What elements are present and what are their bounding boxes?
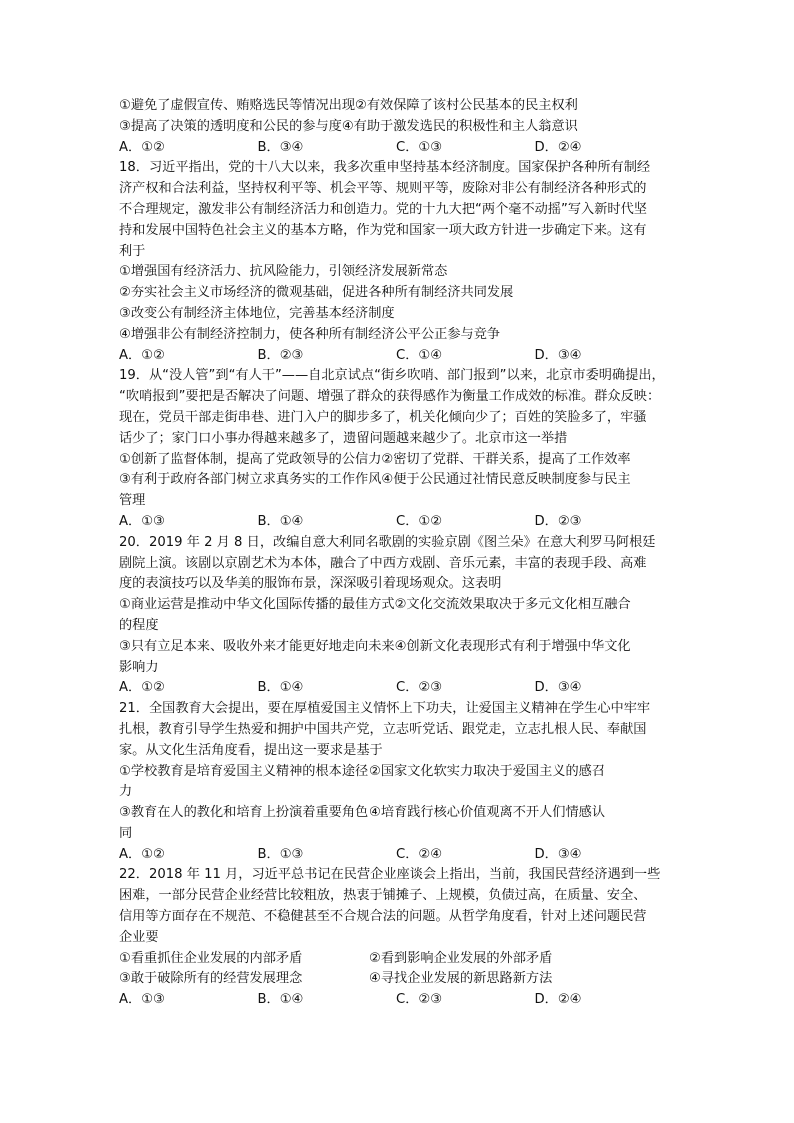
option-a: A．①② <box>119 846 165 862</box>
option-d: D．②④ <box>534 139 582 155</box>
answer-options <box>119 678 679 699</box>
question-22 <box>119 865 679 1011</box>
option-b: B．①④ <box>257 680 304 696</box>
question-21 <box>119 699 679 865</box>
option-d: D．②③ <box>534 513 582 529</box>
question-stem-line: 18．习近平指出，党的十八大以来，我多次重申坚持基本经济制度。国家保护各种所有制经 <box>119 160 651 176</box>
question-stem-line: 话少了；家门口小事办得越来越多了，遗留问题越来越少了。北京市这一举措 <box>119 430 568 446</box>
option-d: D．②④ <box>534 992 582 1008</box>
answer-options <box>119 845 679 866</box>
option-b: B．③④ <box>257 139 304 155</box>
question-stem-line: 济产权和合法利益，坚持权利平等、机会平等、规则平等，废除对非公有制经济各种形式的 <box>119 181 647 197</box>
option-c: C．①② <box>396 513 443 529</box>
choice-row <box>119 949 679 970</box>
option-c: C．①③ <box>396 139 443 155</box>
option-a: A．①③ <box>119 992 165 1008</box>
question-stem-line: 22．2018 年 11 月，习近平总书记在民营企业座谈会上指出，当前，我国民营经济遇到一些 <box>119 867 661 883</box>
question-stem-line: 困难，一部分民营企业经营比较粗放，热衷于铺摊子、上规模，负债过高，在质量、安全、 <box>119 888 647 904</box>
answer-options <box>119 138 679 159</box>
choice-row <box>119 762 679 783</box>
choice-1: ①学校教育是培育爱国主义精神的根本途径 <box>119 763 369 779</box>
option-a: A．①③ <box>119 513 165 529</box>
answer-options <box>119 346 679 367</box>
question-stem-line: 企业要 <box>119 929 159 945</box>
question-20 <box>119 533 679 699</box>
choice-1: ①看重抓住企业发展的内部矛盾 <box>119 950 303 966</box>
choice-line: 的程度 <box>119 617 159 633</box>
option-d: D．③④ <box>534 846 582 862</box>
question-stem-line: 持和发展中国特色社会主义的基本方略，作为党和国家一项大政方针进一步确定下来。这有 <box>119 222 647 238</box>
option-c: C．②④ <box>396 846 443 862</box>
choice-line: ③提高了决策的透明度和公民的参与度④有助于激发选民的积极性和主人翁意识 <box>119 118 578 134</box>
question-19 <box>119 366 679 532</box>
choice-line: ①商业运营是推动中华文化国际传播的最佳方式②文化交流效果取决于多元文化相互融合 <box>119 597 631 613</box>
choice-4: ④培育践行核心价值观离不开人们情感认 <box>369 805 606 821</box>
answer-options <box>119 512 679 533</box>
choice-3: ③教育在人的教化和培育上扮演着重要角色 <box>119 805 369 821</box>
choice-2: ②国家文化软实力取决于爱国主义的感召 <box>369 763 606 779</box>
choice-2-continued: 力 <box>119 784 133 800</box>
option-b: B．①③ <box>257 846 304 862</box>
choice-4: ④寻找企业发展的新思路新方法 <box>369 971 553 987</box>
choice-2: ②看到影响企业发展的外部矛盾 <box>369 950 553 966</box>
choice-line: ①创新了监督体制，提高了党政领导的公信力②密切了党群、干群关系，提高了工作效率 <box>119 451 631 467</box>
question-stem-line: 现在，党员干部走街串巷、进门入户的脚步多了，机关化倾向少了；百姓的笑脸多了，牢骚 <box>119 409 647 425</box>
choice-line: ③改变公有制经济主体地位，完善基本经济制度 <box>119 305 395 321</box>
option-a: A．①② <box>119 680 165 696</box>
choice-row <box>119 803 679 824</box>
choice-line: 管理 <box>119 493 146 509</box>
question-stem-line: 扎根，教育引导学生热爱和拥护中国共产党，立志听党话、跟党走，立志扎根人民、奉献国 <box>119 721 647 737</box>
choice-line: ①避免了虚假宣传、贿赂选民等情况出现②有效保障了该村公民基本的民主权利 <box>119 98 578 113</box>
question-stem-line: 20．2019 年 2 月 8 日，改编自意大利同名歌剧的实验京剧《图兰朵》在意大利罗马阿根廷 <box>119 534 656 550</box>
question-stem-line: 剧院上演。该剧以京剧艺术为本体，融合了中西方戏剧、音乐元素，丰富的表现手段、高难 <box>119 555 647 571</box>
option-c: C．②③ <box>396 992 443 1008</box>
choice-line: ①增强国有经济活力、抗风险能力，引领经济发展新常态 <box>119 264 448 280</box>
choice-line: ④增强非公有制经济控制力，使各种所有制经济公平公正参与竞争 <box>119 326 501 342</box>
option-b: B．①④ <box>257 992 304 1008</box>
choice-line: 影响力 <box>119 659 159 675</box>
answer-options <box>119 990 679 1011</box>
question-stem-line: 家。从文化生活角度看，提出这一要求是基于 <box>119 742 383 758</box>
question-stem-line: 利于 <box>119 243 146 259</box>
choice-line: ③有利于政府各部门树立求真务实的工作作风④便于公民通过社情民意反映制度参与民主 <box>119 472 631 488</box>
choice-row <box>119 824 679 845</box>
exam-page <box>119 96 679 1011</box>
question-18 <box>119 158 679 366</box>
question-stem-line: 信用等方面存在不规范、不稳健甚至不合规合法的问题。从哲学角度看，针对上述问题民营 <box>119 909 647 925</box>
question-stem-line: 19．从“没人管”到“有人干”——自北京试点“街乡吹哨、部门报到”以来，北京市委明确提出， <box>119 368 665 384</box>
choice-row <box>119 782 679 803</box>
choice-4-continued: 同 <box>119 825 133 841</box>
option-c: C．①④ <box>396 347 443 363</box>
choice-line: ②夯实社会主义市场经济的微观基础，促进各种所有制经济共同发展 <box>119 285 514 301</box>
option-a: A．①② <box>119 139 165 155</box>
option-b: B．②③ <box>257 347 304 363</box>
question-stem-line: “吹哨报到”要把是否解决了问题、增强了群众的获得感作为衡量工作成效的标准。群众反映： <box>119 389 661 405</box>
option-d: D．③④ <box>534 680 582 696</box>
option-b: B．①④ <box>257 513 304 529</box>
option-d: D．③④ <box>534 347 582 363</box>
question-stem-line: 21．全国教育大会提出，要在厚植爱国主义情怀上下功夫，让爱国主义精神在学生心中牢牢 <box>119 701 651 717</box>
option-a: A．①② <box>119 347 165 363</box>
option-c: C．②③ <box>396 680 443 696</box>
choice-line: ③只有立足本来、吸收外来才能更好地走向未来④创新文化表现形式有利于增强中华文化 <box>119 638 631 654</box>
question-17-tail <box>119 96 679 158</box>
choice-row <box>119 969 679 990</box>
question-stem-line: 不合理规定，激发非公有制经济活力和创造力。党的十九大把“两个毫不动摇”写入新时代坚 <box>119 201 647 217</box>
question-stem-line: 度的表演技巧以及华美的服饰布景，深深吸引着现场观众。这表明 <box>119 576 502 592</box>
choice-3: ③敢于破除所有的经营发展理念 <box>119 971 303 987</box>
